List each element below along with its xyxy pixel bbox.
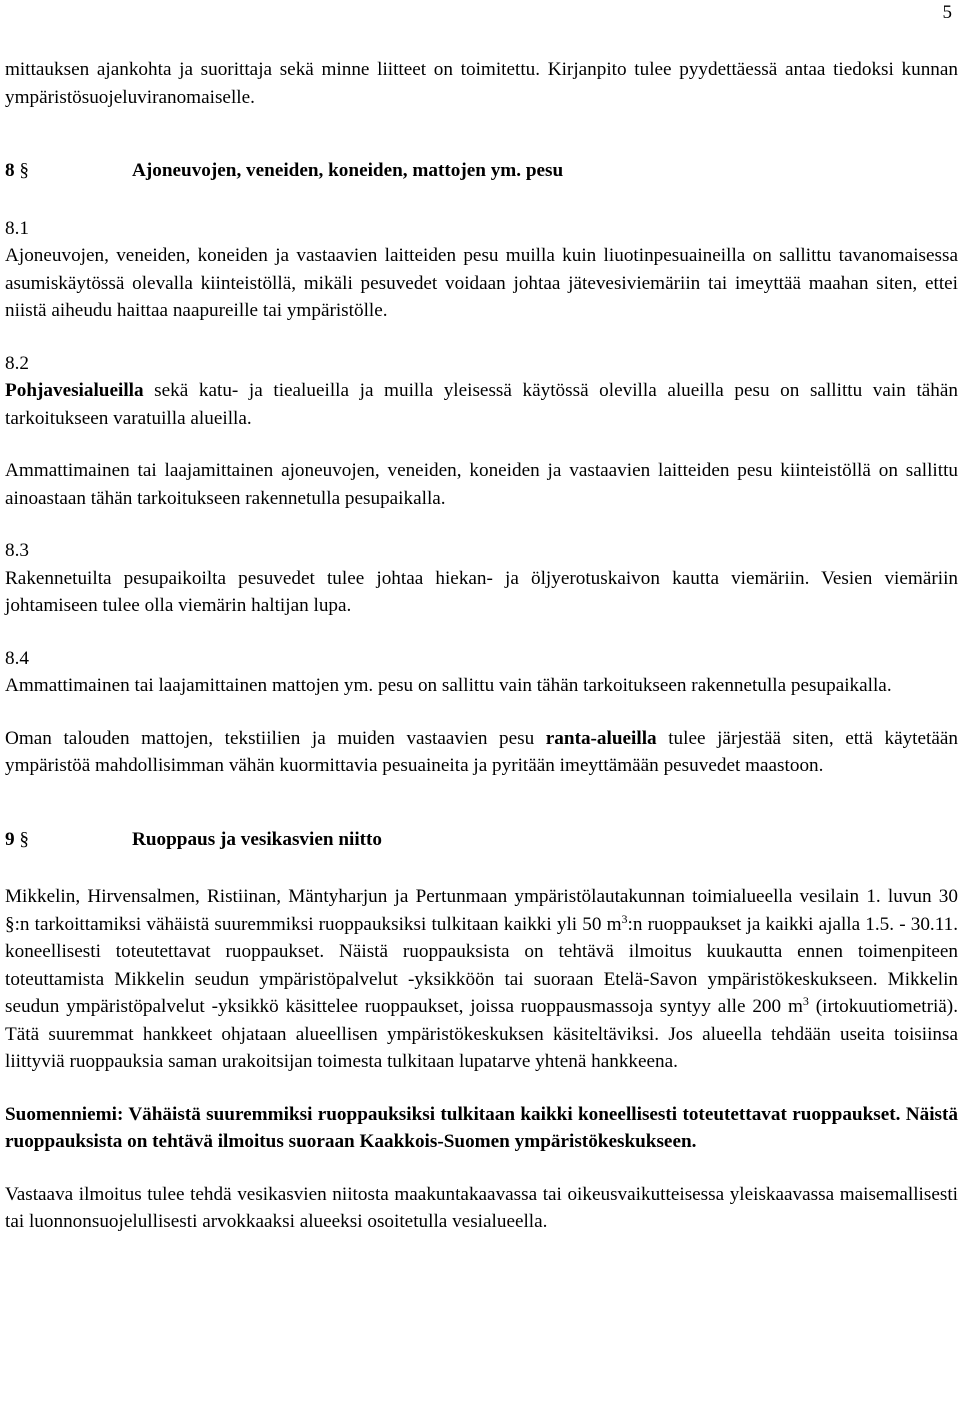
subsection-8-2-number: 8.2: [5, 352, 29, 374]
section-9-paragraph-3: Vastaava ilmoitus tulee tehdä vesikasvien niitosta maakuntakaavassa tai oikeusvaikutteisessa yleiskaavassa maisemallisesti tai luonnonsuojelullisesti arvokkaaksi alueeksi osoitetulla vesialueella.: [5, 1183, 958, 1232]
bold-term-ranta-alueilla: ranta-alueilla: [545, 727, 657, 749]
section-9-number: 9: [5, 828, 15, 850]
subsection-8-3-number: 8.3: [5, 540, 29, 561]
text-run: :n ruoppaukset ja kaikki ajalla 1.5. - 30.11. koneellisesti toteutettavat ruoppaukset. Näistä ruoppauksista on tehtävä ilmoitus kuukautta ennen toimenpiteen toteuttamista Mikkelin seudun ympäristöpalvelut -yksikköön tai suoraan Etelä-Savon ympäristökeskukseen. Mikkelin seudun ympäristöpalvelut -yksikkö käsittelee ruoppaukset, joissa ruoppausmassoja syntyy alle 200 m: [5, 913, 958, 1017]
text-run: tulee järjestää siten, että käytetään ympäristöä mahdollisimman vähän kuormittavia pesuaineita ja pyritään imeyttämään pesuvedet maastoon.: [5, 727, 958, 776]
section-9-paragraph-2: [5, 1101, 958, 1156]
subsection-8-4-text: Ammattimainen tai laajamittainen mattojen ym. pesu on sallittu vain tähän tarkoitukseen rakennetulla pesupaikalla.: [5, 675, 892, 696]
section-8-number-wrap: [5, 157, 132, 185]
subsection-8-4-number: 8.4: [5, 647, 29, 669]
text-run: (irtokuutiometriä). Tätä suuremmat hankkeet ohjataan alueellisen ympäristökeskuksen käsiteltäviksi. Jos alueella tehdään useita toisiinsa liittyviä ruoppauksia saman urakoitsijan toimesta tulkitaan lupatarve yhtenä hankkeena.: [5, 996, 958, 1072]
subsection-8-4-paragraph-2: [5, 725, 958, 780]
superscript: 3: [621, 911, 628, 926]
section-9-number-wrap: [5, 826, 132, 854]
superscript: 3: [802, 994, 809, 1008]
section-9-title: Ruoppaus ja vesikasvien niitto: [132, 828, 383, 850]
subsection-8-2-text: [5, 377, 958, 432]
text-run: Mikkelin, Hirvensalmen, Ristiinan, Mäntyharjun ja Pertunmaan ympäristölautakunnan toimialueella vesilain 1. luvun 30 §:n tarkoittamiksi vähäistä suuremmiksi ruoppauksiksi tulkitaan kaikki yli 50 m: [5, 886, 958, 935]
bold-paragraph-suomenniemi: Suomenniemi: Vähäistä suuremmiksi ruoppauksiksi tulkitaan kaikki koneellisesti toteutettavat ruoppaukset. Näistä ruoppauksista on tehtävä ilmoitus suoraan Kaakkois-Suomen ympäristökeskukseen.: [5, 1103, 958, 1152]
section-symbol: §: [19, 828, 29, 850]
section-9-heading: [5, 826, 958, 854]
section-8-title: Ajoneuvojen, veneiden, koneiden, mattojen ym. pesu: [132, 160, 564, 181]
section-9-paragraph-1: [5, 883, 958, 1076]
bold-term-pohjavesialueilla: Pohjavesialueilla: [5, 380, 144, 401]
document-body: [5, 56, 958, 1236]
page-number: 5: [942, 2, 952, 23]
section-8-heading: [5, 157, 958, 185]
subsection-8-1-number: 8.1: [5, 217, 29, 239]
subsection-8-1-text: Ajoneuvojen, veneiden, koneiden ja vastaavien laitteiden pesu muilla kuin liuotinpesuaineilla on sallittu tavanomaisessa asumiskäytössä olevalla kiinteistöllä, mikäli pesuvedet voidaan johtaa jätevesiviemäriin tai imeyttää maahan siten, ettei niistä aiheudu haittaa naapureille tai ympäristölle.: [5, 245, 958, 321]
subsection-8-3-text: Rakennetuilta pesupaikoilta pesuvedet tulee johtaa hiekan- ja öljyerotuskaivon kautta viemäriin. Vesien viemäriin johtamiseen tulee olla viemärin haltijan lupa.: [5, 567, 958, 616]
section-symbol: §: [19, 160, 29, 181]
section-8-number: 8: [5, 160, 15, 181]
intro-paragraph: mittauksen ajankohta ja suorittaja sekä minne liitteet on toimitettu. Kirjanpito tulee pyydettäessä antaa tiedoksi kunnan ympäristösuojeluviranomaiselle.: [5, 59, 958, 108]
text-run: Oman talouden mattojen, tekstiilien ja muiden vastaavien pesu: [5, 727, 546, 749]
subsection-8-2-paragraph-2: Ammattimainen tai laajamittainen ajoneuvojen, veneiden, koneiden ja vastaavien laitteiden pesu kiinteistöllä on sallittu ainoastaan tähän tarkoitukseen rakennetulla pesupaikalla.: [5, 460, 958, 509]
subsection-8-2-rest: sekä katu- ja tiealueilla ja muilla yleisessä käytössä olevilla alueilla pesu on sallittu vain tähän tarkoitukseen varatuilla alueilla.: [5, 380, 958, 429]
